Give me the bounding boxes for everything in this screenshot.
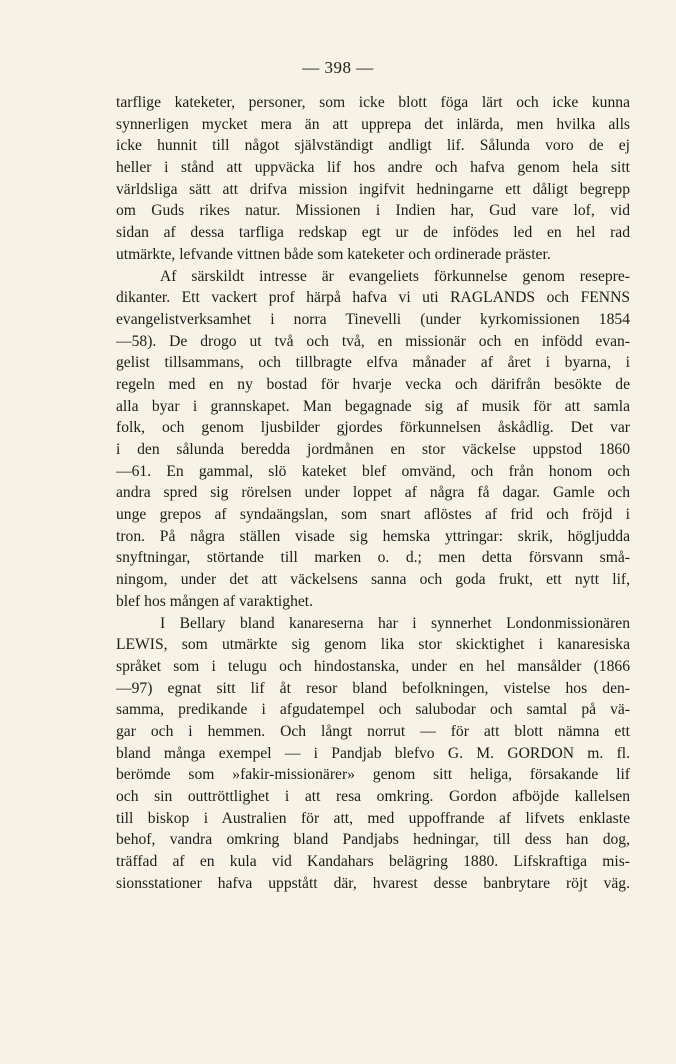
text-line: om Guds rikes natur. Missionen i Indien har, Gud vare lof, vid bbox=[116, 202, 630, 220]
text-line: och sin outtröttlighet i att resa omkring. Gordon afböjde kallelsen bbox=[116, 788, 630, 805]
text-line: regeln med en ny bostad för hvarje vecka och därifrån besökte de bbox=[116, 375, 630, 393]
text-line: unge grepos af syndaängslan, som snart aflöstes af frid och fröjd i bbox=[116, 506, 630, 524]
text-line: träffad af en kula vid Kandahars belägring 1880. Lifskraftiga mis- bbox=[116, 853, 630, 871]
text-line: berömde som »fakir-missionärer» genom sitt heliga, försakande lif bbox=[116, 766, 630, 784]
text-line: blef hos mången af varaktighet. bbox=[116, 592, 314, 610]
text-line: i den sålunda beredda jordmånen en stor väckelse uppstod 1860 bbox=[116, 441, 630, 458]
text-line: gelist tillsammans, och tillbragte elfva månader af året i byarna, i bbox=[116, 354, 630, 372]
text-line: synnerligen mycket mera än att upprepa det inlärda, men hvilka alls bbox=[116, 115, 630, 133]
text-line: LEWIS, som utmärkte sig genom lika stor skicktighet i kanaresiska bbox=[116, 636, 630, 654]
text-line: sionsstationer hafva uppstått där, hvarest desse banbrytare röjt väg. bbox=[116, 874, 630, 892]
text-line: I Bellary bland kanareserna har i synnerhet Londonmissionären bbox=[160, 614, 630, 632]
text-line: andra spred sig rörelsen under loppet af några få dagar. Gamle och bbox=[116, 484, 630, 502]
text-line: alla byar i grannskapet. Man begagnade sig af musik för att samla bbox=[116, 397, 630, 415]
text-line: samma, predikande i afgudatempel och salubodar och samtal på vä- bbox=[116, 701, 630, 719]
text-line: Af särskildt intresse är evangeliets förkunnelse genom resepre- bbox=[160, 267, 630, 285]
text-line: icke hunnit till något självständigt andligt lif. Sålunda voro de ej bbox=[116, 137, 630, 155]
text-line: —97) egnat sitt lif åt resor bland befolkningen, vistelse hos den- bbox=[116, 679, 630, 697]
text-line: språket som i telugu och hindostanska, under en hel mansålder (1866 bbox=[116, 657, 630, 675]
text-line: ningom, under det att väckelsens sanna och goda frukt, ett nytt lif, bbox=[116, 571, 630, 589]
text-line: utmärkte, lefvande vittnen både som kateketer och ordinerade präster. bbox=[116, 245, 551, 263]
text-line: snyftningar, störtande till marken o. d.; men detta försvann små- bbox=[116, 549, 630, 567]
text-line: folk, och genom ljusbilder gjordes förkunnelsen åskådlig. Det var bbox=[116, 419, 630, 437]
text-line: —58). De drogo ut två och två, en missionär och en infödd evan- bbox=[116, 332, 630, 350]
text-line: evangelistverksamhet i norra Tinevelli (under kyrkomissionen 1854 bbox=[116, 310, 630, 328]
text-line: heller i stånd att uppväcka lif hos andre och hafva genom hela sitt bbox=[116, 159, 630, 177]
body-text bbox=[116, 92, 630, 894]
text-line: sidan af dessa tarfliga redskap egt ur de infödes led en hel rad bbox=[116, 224, 630, 242]
page-number: — 398 — bbox=[302, 58, 374, 77]
text-line: —61. En gammal, slö kateket blef omvänd, och från honom och bbox=[116, 462, 630, 480]
text-line: till biskop i Australien för att, med uppoffrande af lifvets enklaste bbox=[116, 809, 630, 827]
text-line: världsliga sätt att drifva mission ingifvit hedningarne ett dåligt begrepp bbox=[116, 180, 630, 198]
text-line: tron. På några ställen visade sig hemska yttringar: skrik, högljudda bbox=[116, 527, 630, 545]
text-line: bland många exempel — i Pandjab blefvo G. M. GORDON m. fl. bbox=[116, 744, 630, 762]
text-line: gar och i hemmen. Och långt norrut — för att blott nämna ett bbox=[116, 722, 630, 740]
text-line: tarflige kateketer, personer, som icke blott föga lärt och icke kunna bbox=[116, 94, 630, 111]
text-line: dikanter. Ett vackert prof härpå hafva vi uti RAGLANDS och FENNS bbox=[116, 289, 630, 307]
text-line: behof, vandra omkring bland Pandjabs hedningar, till dess han dog, bbox=[116, 831, 630, 849]
